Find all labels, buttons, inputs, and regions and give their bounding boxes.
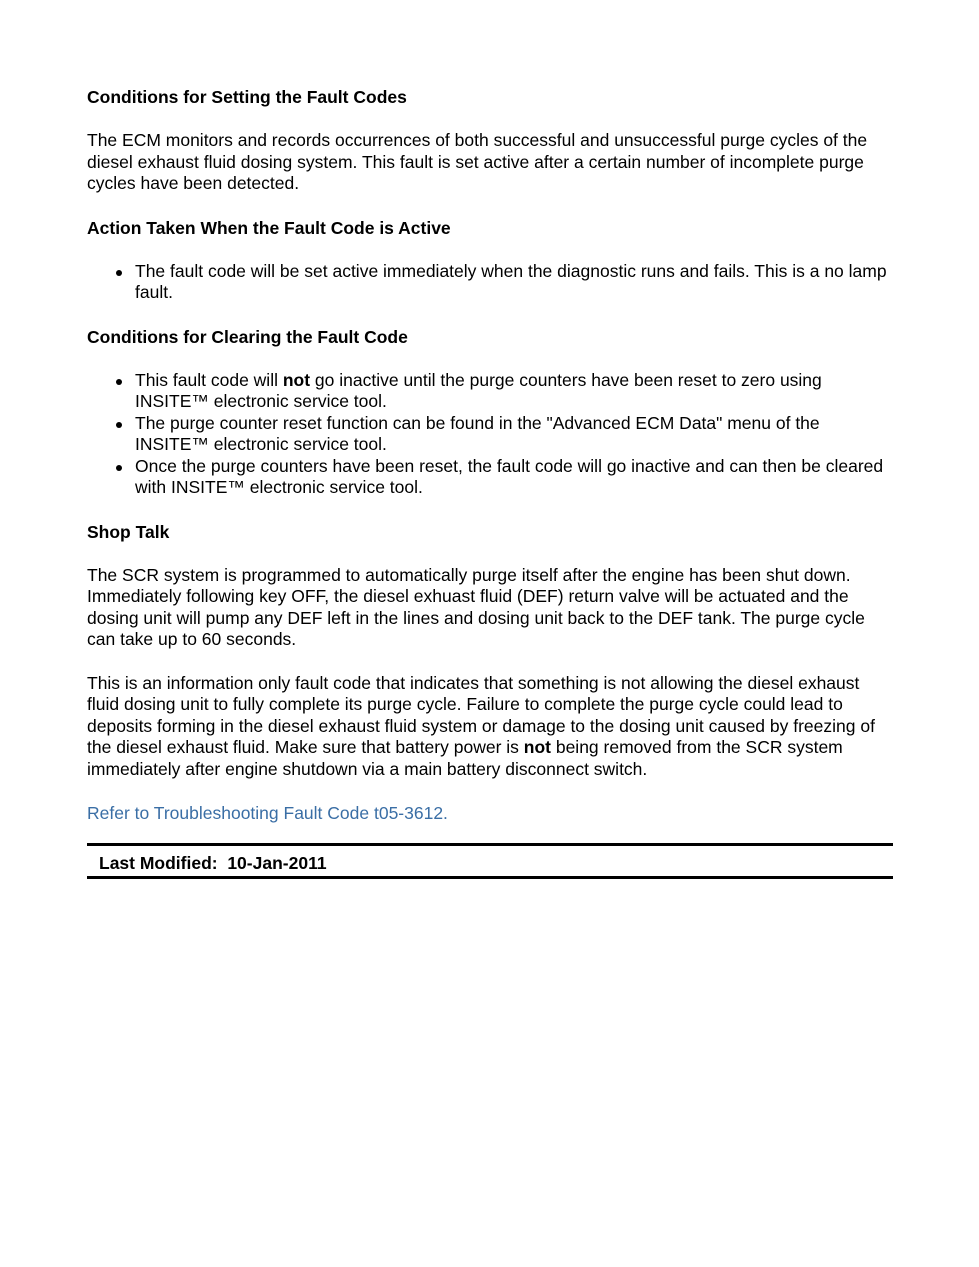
shop-talk-paragraph-1: The SCR system is programmed to automatically purge itself after the engine has been shut down. Immediately following key OFF, the diesel exhuast fluid (DEF) return valve will be actuated and the dosing unit will pump any DEF left in the lines and dosing unit back to the DEF tank. The purge cycle can take up to 60 seconds. <box>87 564 865 649</box>
clearing-bullet-2: The purge counter reset function can be found in the "Advanced ECM Data" menu of the INSITE™ electronic service tool. <box>135 412 820 454</box>
action-bullet-text: The fault code will be set active immediately when the diagnostic runs and fails. This is a no lamp fault. <box>135 260 887 302</box>
bullet-icon <box>116 465 122 471</box>
bullet-icon <box>116 270 122 276</box>
clearing-bullet-1-after: go inactive until the purge counters have been reset to zero using INSITE™ electronic service tool. <box>135 369 822 411</box>
shop-talk-paragraph-2 <box>87 673 893 781</box>
clearing-bullet-1-before: This fault code will <box>135 369 283 390</box>
setting-conditions-text: The ECM monitors and records occurrences of both successful and unsuccessful purge cycles of the diesel exhaust fluid dosing system. This fault is set active after a certain number of incomplete purge cycles have been detected. <box>87 130 868 193</box>
clearing-bullet-3: Once the purge counters have been reset, the fault code will go inactive and can then be cleared with INSITE™ electronic service tool. <box>135 455 884 497</box>
list-item <box>135 456 893 499</box>
shop-talk-p2-after: being removed from the SCR system immediately after engine shutdown via a main battery disconnect switch. <box>87 737 843 779</box>
heading-shop-talk: Shop Talk <box>87 521 170 542</box>
troubleshooting-link[interactable]: Refer to Troubleshooting Fault Code t05-3612. <box>87 803 448 823</box>
clearing-list <box>87 370 893 499</box>
action-list <box>87 261 893 304</box>
footer-bar <box>87 843 893 879</box>
shop-talk-p2-bold: not <box>523 737 551 757</box>
shop-talk-p2-before: This is an information only fault code that indicates that something is not allowing the diesel exhaust fluid dosing unit to fully complete its purge cycle. Failure to complete the purge cycle could lead to deposits forming in the diesel exhaust fluid system or damage to the dosing unit caused by freezing of the diesel exhaust fluid. Make sure that battery power is <box>87 672 875 757</box>
bullet-icon <box>116 422 122 428</box>
clearing-bullet-1-bold: not <box>282 369 311 390</box>
heading-setting-conditions: Conditions for Setting the Fault Codes <box>87 87 407 107</box>
list-item <box>135 261 893 304</box>
heading-action-taken: Action Taken When the Fault Code is Active <box>87 217 451 238</box>
list-item <box>135 413 893 456</box>
document-page <box>87 86 893 879</box>
bullet-icon <box>116 379 122 385</box>
heading-clearing-conditions: Conditions for Clearing the Fault Code <box>87 326 408 347</box>
last-modified-label: Last Modified: 10-Jan-2011 <box>99 853 327 873</box>
list-item <box>135 370 893 413</box>
